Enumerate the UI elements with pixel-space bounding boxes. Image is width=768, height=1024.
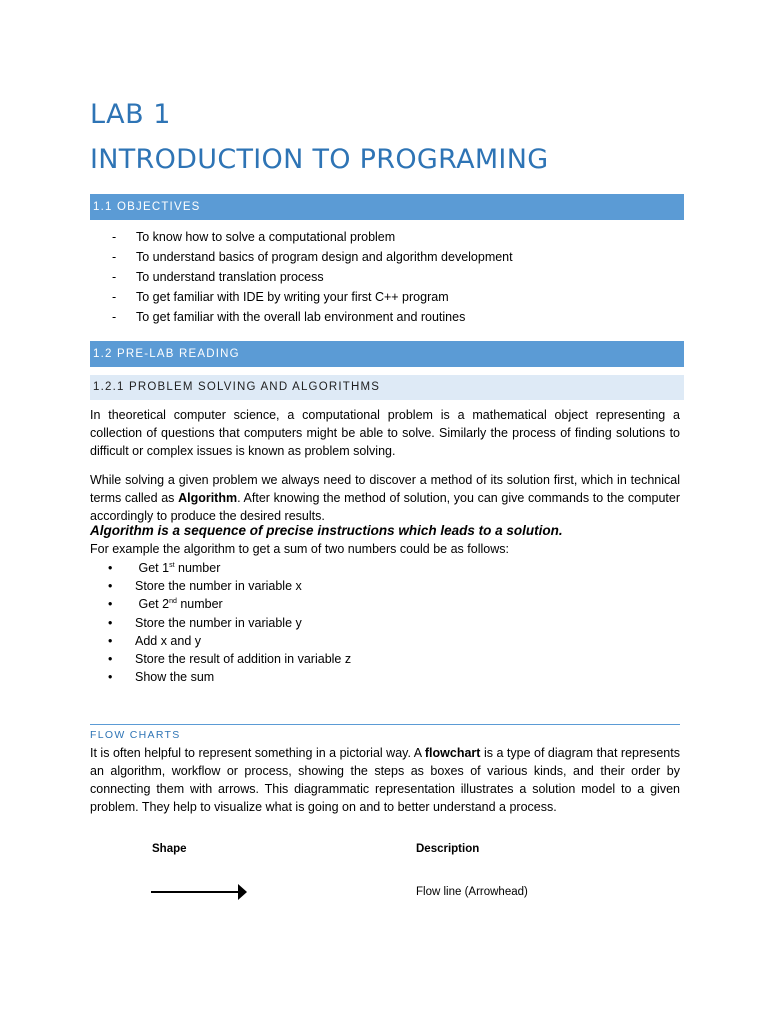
list-item-text: To know how to solve a computational problem	[136, 230, 396, 244]
ordinal-suffix: nd	[169, 598, 177, 606]
flow-line-description: Flow line (Arrowhead)	[416, 886, 528, 898]
bullet-icon: •	[108, 561, 113, 575]
list-item-text: To understand basics of program design and algorithm development	[136, 250, 513, 264]
prelab-heading: 1.2 PRE-LAB READING	[90, 341, 684, 367]
bullet-icon: •	[108, 597, 113, 612]
list-item-text: To get familiar with the overall lab environment and routines	[136, 310, 466, 324]
paragraph-text: . After knowing the method of solution, you can give commands to the computer accordingly to produce the desired results.	[90, 491, 680, 523]
step-text: Add x and y	[135, 633, 202, 648]
step-text: Show the sum	[135, 670, 215, 685]
list-dash: -	[112, 310, 117, 324]
list-item	[108, 668, 351, 686]
paragraph-text: is a type of diagram that represents an algorithm, workflow or process, showing the steps as boxes of various kinds, and their order by connecting them with arrows. This diagrammatic representation illustrates a solution model to a given problem. They help to visualize what is going on and to better understand a process.	[90, 746, 680, 814]
page-title: INTRODUCTION TO PROGRAMING	[90, 144, 549, 175]
list-item	[108, 577, 351, 595]
list-item	[112, 307, 513, 327]
list-item	[112, 227, 513, 247]
list-item-text: To understand translation process	[136, 270, 324, 284]
list-dash: -	[112, 290, 117, 304]
list-dash: -	[112, 270, 117, 284]
list-item	[108, 595, 351, 613]
bullet-icon: •	[108, 651, 113, 666]
step-text: number	[176, 597, 223, 612]
ordinal-suffix: st	[169, 561, 175, 569]
list-dash: -	[112, 230, 117, 244]
step-text: number	[174, 561, 221, 575]
step-text: Get 1	[138, 561, 170, 575]
step-text: Store the number in variable x	[135, 579, 302, 594]
objectives-heading: 1.1 OBJECTIVES	[90, 194, 684, 220]
list-item	[108, 632, 351, 650]
flowcharts-heading: FLOW CHARTS	[90, 729, 181, 741]
list-item	[108, 559, 351, 577]
arrow-right-icon	[150, 882, 250, 902]
algorithm-steps-list	[108, 559, 351, 686]
list-item-text: To get familiar with IDE by writing your first C++ program	[136, 290, 449, 304]
step-text: Get 2	[138, 597, 170, 612]
shape-column-header: Shape	[152, 843, 187, 855]
paragraph-flowchart	[90, 744, 680, 816]
list-item	[112, 287, 513, 307]
bullet-icon: •	[108, 670, 113, 685]
list-item	[112, 267, 513, 287]
list-dash: -	[112, 250, 117, 264]
paragraph-text: It is often helpful to represent something in a pictorial way. A	[90, 746, 425, 760]
step-text: Store the result of addition in variable z	[135, 651, 352, 666]
bullet-icon: •	[108, 615, 113, 630]
paragraph-algorithm	[90, 471, 680, 525]
description-column-header: Description	[416, 843, 480, 855]
example-intro: For example the algorithm to get a sum of two numbers could be as follows:	[90, 542, 509, 556]
bullet-icon: •	[108, 633, 113, 648]
flowchart-term: flowchart	[424, 746, 481, 760]
step-text: Store the number in variable y	[135, 615, 302, 630]
paragraph-computational-problem: In theoretical computer science, a computational problem is a mathematical object representing a collection of questions that computers might be able to solve. Similarly the process of finding solutions to difficult or complex issues is known as problem solving.	[90, 408, 680, 458]
objectives-list	[112, 227, 513, 327]
section-divider	[90, 724, 680, 725]
list-item	[112, 247, 513, 267]
list-item	[108, 650, 351, 668]
problem-solving-subheading: 1.2.1 PROBLEM SOLVING AND ALGORITHMS	[90, 375, 684, 400]
bullet-icon: •	[108, 579, 113, 594]
lab-number: LAB 1	[90, 99, 171, 130]
algorithm-term: Algorithm	[178, 491, 238, 505]
algorithm-definition: Algorithm is a sequence of precise instructions which leads to a solution.	[90, 523, 563, 538]
list-item	[108, 614, 351, 632]
paragraph-text: While solving a given problem we always need to discover a method of its solution first, which in technical terms called as	[90, 473, 680, 505]
